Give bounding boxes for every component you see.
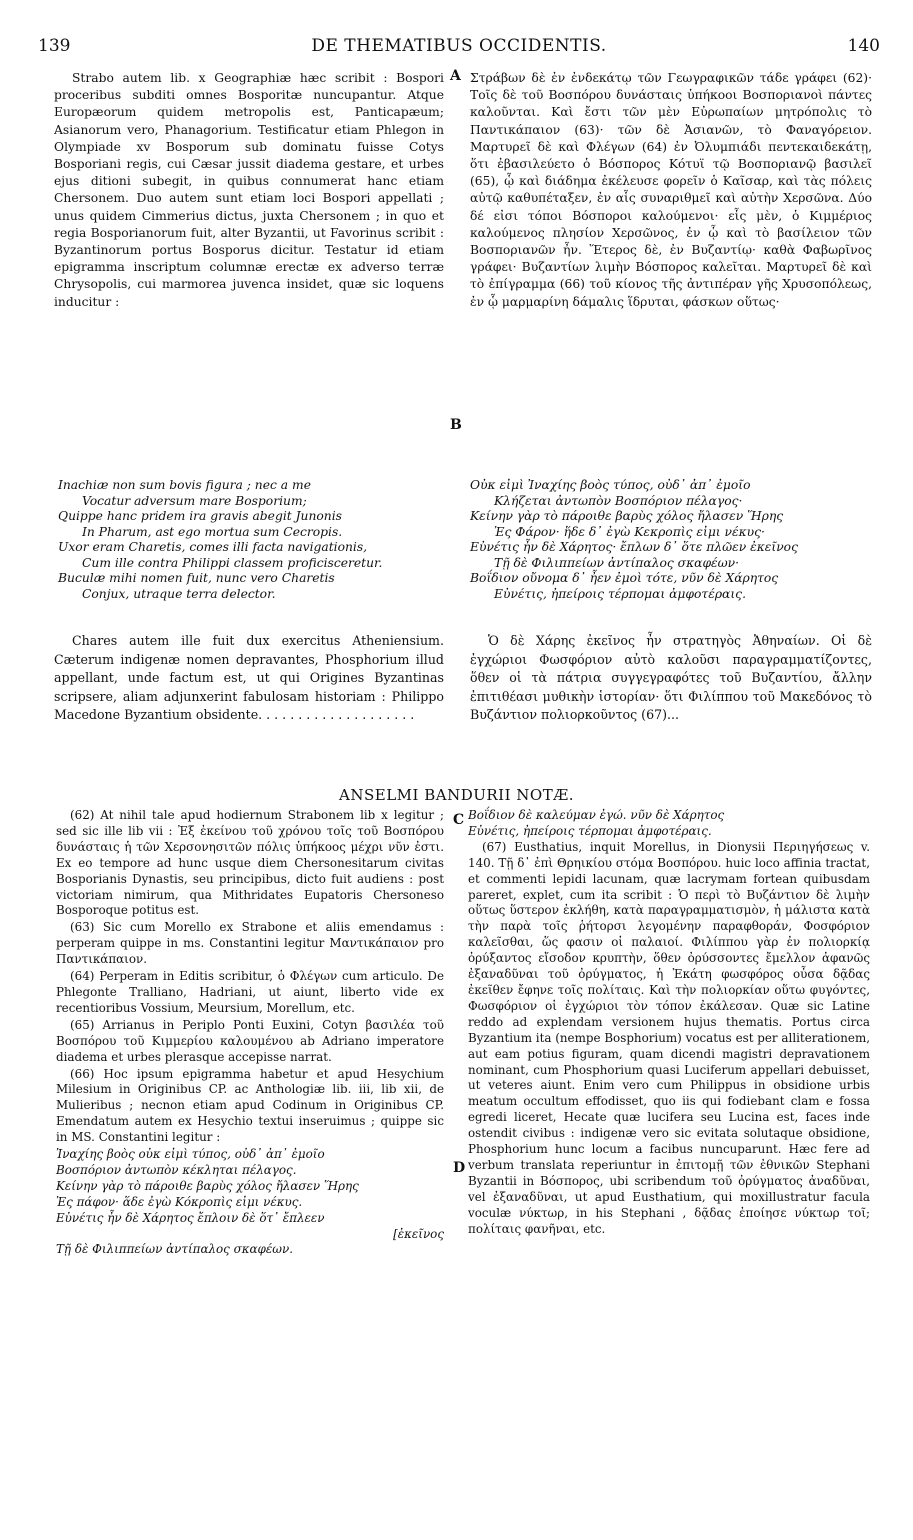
greek-poem-line: Τῇ δὲ Φιλιππείων ἀντίπαλος σκαφέων· — [494, 555, 740, 570]
greek-poem-line: Βοΐδιον οὔνομα δ᾽ ἦεν ἐμοὶ τότε, νῦν δὲ Χάρητος — [470, 571, 779, 585]
latin-poem-line: Cum ille contra Philippi classem proficisceretur. — [82, 555, 383, 570]
notes-right-column — [468, 808, 870, 1238]
note-63: (63) Sic cum Morello ex Strabone et aliis emendamus : perperam quippe in ms. Constantini legitur Μαντικάπαιον pro Παντικάπαιον. — [56, 920, 444, 967]
greek-poem-line: Κείνην γὰρ τὸ πάροιθε βαρὺς χόλος ἤλασεν Ἥρης — [470, 509, 784, 523]
note-64: (64) Perperam in Editis scribitur, ὁ Φλέγων cum articulo. De Phlegonte Tralliano, Hadriani, ut aiunt, liberto vide ex recentioribus Vossium, Meursium, Morellum, etc. — [56, 969, 444, 1015]
page-header — [38, 36, 880, 58]
note-62: (62) At nihil tale apud hodiernum Strabonem lib x legitur ; sed sic ille lib vii : Ἐξ ἐκείνου τοῦ χρόνου τοῖς τοῦ Βοσπόρου δυνάσταις ἡ τῶν Χερσονησιτῶν πόλις ὑπήκοος μέχρι νῦν ἐστι. Ex eo tempore ad hunc usque diem Chersonesitarum civitas Bosporianis Dynastis, seu principibus, dicto fuit audiens : post victoriam nimirum, qua Mithridates Eupatoris Chersoneso Bosporoque potitus est. — [56, 808, 444, 918]
latin-poem — [58, 478, 448, 602]
latin-poem-line: Uxor eram Charetis, comes illi facta navigationis, — [58, 540, 368, 554]
greek-text-column — [470, 70, 872, 311]
latin-text-column-2 — [54, 632, 444, 725]
note-65: (65) Arrianus in Periplo Ponti Euxini, Cotyn βασιλέα τοῦ Βοσπόρου τοῦ Κιμμερίου καλουμένου ab Adriano imperatore diadema et urbes plerasque accepisse narrat. — [56, 1017, 444, 1064]
greek-text-column-2 — [470, 632, 872, 725]
note-verse-line: [ἐκεῖνος — [393, 1226, 444, 1241]
note-verse-line: Βοΐδιον δὲ καλεύμαν ἐγώ. νῦν δὲ Χάρητος — [468, 808, 725, 822]
note-verse-line: Βοσπόριον ἀντωπὸν κέκληται πέλαγος. — [56, 1162, 297, 1177]
page-number-left: 139 — [38, 36, 71, 56]
margin-marker-d: D — [453, 1160, 466, 1176]
latin-poem-line: Inachiæ non sum bovis figura ; nec a me — [58, 478, 311, 492]
notes-left-column — [56, 808, 444, 1258]
latin-poem-line: Buculæ mihi nomen fuit, nunc vero Charetis — [58, 571, 335, 585]
note-66: (66) Hoc ipsum epigramma habetur et apud Hesychium Milesium in Originibus CP. ac Anthologiæ lib. iii, lib xii, de Mulieribus ; necnon etiam apud Codinum in Originibus CP. Emendatum autem ex Hesychio textui inseruimus ; quippe sic in MS. Constantini legitur : — [56, 1066, 444, 1145]
note-67: (67) Eusthatius, inquit Morellus, in Dionysii Περιηγήσεως v. 140. Τῇ δ᾽ ἐπὶ Θρηικίου στόμα Βοσπόρου. huic loco affinia tractat, et commenti lepidi lacunam, quæ lacrymam fortean quibusdam pareret, explet, cum ita scribit : Ὁ περὶ τὸ Βυζάντιον δὲ λιμὴν οὕτως ὕστερον ἐκλήθη, κατὰ παραγραμματισμὸν, ἡ μάλιστα κατὰ τὴν παρὰ τοῖς ῥήτορσι λεγομένην παραφθοράν, Φοσφόριον καλεῖσθαι, ὥς φασιν οἱ παλαιοί. Φιλίππου γὰρ ἐν πολιορκίᾳ ὀρύξαντος εἴσοδον κρυπτὴν, ὅθεν ὀρύσσοντες ἔμελλον ἀφανῶς ἐξαναδῦναι τοῦ ὀρύγματος, ἡ Ἑκάτη φωσφόρος οὖσα δᾷδας ἐκεῖθεν ἔφηνε τοῖς πολίταις. Καὶ τὴν πολιορκίαν οὕτω φυγόντες, Φωσφόριον οἱ ἐγχώριοι τὸν τόπον ἐκάλεσαν. Quæ sic Latine reddo ad explendam versionem hujus thematis. Portus circa Byzantium ita (nempe Bosphorium) vocatus est per alliterationem, aut eam potius figuram, quam dicendi magistri depravationem nominant, cum Phosphorium quasi Luciferum appellari debuisset, ut veteres aiunt. Enim vero cum Philippus in obsidione urbis meatum occultum effodisset, quo iis qui fodiebant clam e fossa egredi liceret, Hecate quæ lucifera seu Lucina est, faces inde ostendit civibus : indigenæ vero sic evitata solutaque obsidione, Phosphorium hunc locum a facibus nuncuparunt. Hæc fere ad verbum translata reperiuntur in ἐπιτομῇ τῶν ἐθνικῶν Stephani Byzantii in Βόσπορος, ubi scribendum τοῦ ὀρύγματος ἀναδῦναι, vel ἐξαναδῦναι, ut apud Eusthatium, qui moxillustratur facula voculæ νύκτωρ, in his Stephani , δᾷδας ἐποίησε νύκτωρ τοῖ; πολίταις φανῆναι, etc. — [468, 839, 870, 1236]
latin-poem-line: Conjux, utraque terra delector. — [82, 586, 276, 601]
margin-marker-a: A — [450, 68, 461, 84]
margin-marker-c: C — [453, 812, 465, 828]
note-verse-line: Ἐς πάφον· ἅδε ἐγὼ Κόκροπὶς εἰμι νέκυς. — [56, 1194, 303, 1209]
latin-paragraph-1: Strabo autem lib. x Geographiæ hæc scribit : Bospori proceribus subditi omnes Bosporitæ nuncupantur. Atque Europæorum quidem metropolis est, Panticapæum; Asianorum vero, Phanagorium. Testificatur etiam Phlegon in Olympiade xv Bosporum sub dominatu fuisse Cotys Bosporiani regis, cui Cæsar jussit diadema gestare, et urbes ejus ditioni subegit, in quibus connumerat hanc etiam Chersonem. Duo autem sunt etiam loci Bospori appellati ; unus quidem Cimmerius dictus, juxta Chersonem ; in quo et regia Bosporianorum fuit, alter Byzantii, ut Favorinus scribit : Byzantinorum portus Bosporus dicitur. Testatur id etiam epigramma inscriptum columnæ erectæ ex adverso terræ Chrysopolis, cui marmorea juvenca insidet, quæ sic loquens inducitur : — [54, 71, 444, 309]
latin-poem-line: In Pharum, ast ego mortua sum Cecropis. — [82, 524, 343, 539]
greek-poem-line: Κλήζεται ἀντωπὸν Βοσπόριον πέλαγος· — [494, 493, 743, 508]
greek-poem — [470, 478, 880, 602]
note-verse-line: Ἰναχίης βοὸς οὐκ εἰμὶ τύπος, οὐδ᾽ ἀπ᾽ ἐμοῖο — [56, 1147, 325, 1162]
note-verse-line: Εὐνέτις, ἠπείροις τέρπομαι ἀμφοτέραις. — [468, 823, 712, 838]
greek-paragraph-1: Στράβων δὲ ἐν ἐνδεκάτῳ τῶν Γεωγραφικῶν τάδε γράφει (62)· Τοῖς δὲ τοῦ Βοσπόρου δυνάσταις ὑπήκοοι Βοσποριανοὶ πάντες καλοῦνται. Καὶ ἔστι τῶν μὲν Εὐρωπαίων μητρόπολις τὸ Παντικάπαιον (63)· τῶν δὲ Ἀσιανῶν, τὸ Φαναγόρειον. Μαρτυρεῖ δὲ καὶ Φλέγων (64) ἐν Ὀλυμπιάδι πεντεκαιδεκάτῃ, ὅτι ἐβασιλεύετο ὁ Βόσπορος Κότυϊ τῷ Βοσποριανῷ βασιλεῖ (65), ᾧ καὶ διάδημα ἐκέλευσε φορεῖν ὁ Καῖσαρ, καὶ τὰς πόλεις αὐτῷ καθυπέταξεν, ἐν αἷς συναριθμεῖ καὶ αὐτὴν Χερσῶνα. Δύο δέ εἰσι τόποι Βόσποροι καλούμενοι· εἷς μὲν, ὁ Κιμμέριος καλούμενος πλησίον Χερσῶνος, ἐν ᾧ καὶ τὸ βασίλειον τῶν Βοσποριανῶν ἦν. Ἕτερος δὲ, ἐν Βυζαντίῳ· καθὰ Φαβωρῖνος γράφει· Βυζαντίων λιμὴν Βόσπορος καλεῖται. Μαρτυρεῖ δὲ καὶ τὸ ἐπίγραμμα (66) τοῦ κίονος τῆς ἀντιπέραν γῆς Χρυσοπόλεως, ἐν ᾧ μαρμαρίνη δάμαλις ἵδρυται, φάσκων οὕτως· — [470, 71, 872, 309]
page-number-right: 140 — [847, 36, 880, 56]
greek-poem-line: Ἐς Φάρον· ἥδε δ᾽ ἐγὼ Κεκροπὶς εἰμι νέκυς· — [494, 524, 765, 539]
greek-poem-line: Οὐκ εἰμὶ Ἰναχίης βοὸς τύπος, οὐδ᾽ ἀπ᾽ ἐμοῖο — [470, 478, 751, 492]
margin-marker-b: B — [450, 417, 462, 433]
latin-text-column — [54, 70, 444, 311]
notes-title: ANSELMI BANDURII NOTÆ. — [339, 786, 574, 804]
note-verse-line: Τῇ δὲ Φιλιππείων ἀντίπαλος σκαφέων. — [56, 1242, 293, 1257]
note-verse-line: Κείνην γὰρ τὸ πάροιθε βαρὺς χόλος ἤλασεν Ἥρης — [56, 1178, 359, 1193]
latin-poem-line: Quippe hanc pridem ira gravis abegit Junonis — [58, 509, 342, 523]
running-title: DE THEMATIBUS OCCIDENTIS. — [311, 36, 607, 56]
greek-poem-line: Εὐνέτις, ἠπείροις τέρπομαι ἀμφοτέραις. — [494, 586, 746, 601]
latin-paragraph-2: Chares autem ille fuit dux exercitus Atheniensium. Cæterum indigenæ nomen depravantes, Phosphorium illud appellant, unde factum est, ut qui Origines Byzantinas scripsere, aliam adjunxerint fabulosam historiam : Philippo Macedone Byzantium obsidente. . . . . . . . . . . . . . . . . . . . — [54, 633, 444, 722]
greek-paragraph-2: Ὁ δὲ Χάρης ἐκεῖνος ἦν στρατηγὸς Ἀθηναίων. Οἱ δὲ ἐγχώριοι Φωσφόριον αὐτὸ καλοῦσι παραγραμματίζοντες, ὅθεν οἱ τὰ πάτρια συγγεγραφότες τοῦ Βυζαντίου, ἄλλην ἐπιτιθέασι μυθικὴν ἱστορίαν· ὅτι Φιλίππου τοῦ Μακεδόνος τὸ Βυζάντιον πολιορκοῦντος (67)... — [470, 633, 872, 722]
latin-poem-line: Vocatur adversum mare Bosporium; — [82, 493, 307, 508]
greek-poem-line: Εὐνέτις ἦν δὲ Χάρητος· ἔπλων δ᾽ ὅτε πλῶεν ἐκεῖνος — [470, 540, 798, 554]
note-verse-line: Εὐνέτις ἦν δὲ Χάρητος ἔπλοιν δὲ ὅτ᾽ ἔπλεεν — [56, 1210, 325, 1225]
